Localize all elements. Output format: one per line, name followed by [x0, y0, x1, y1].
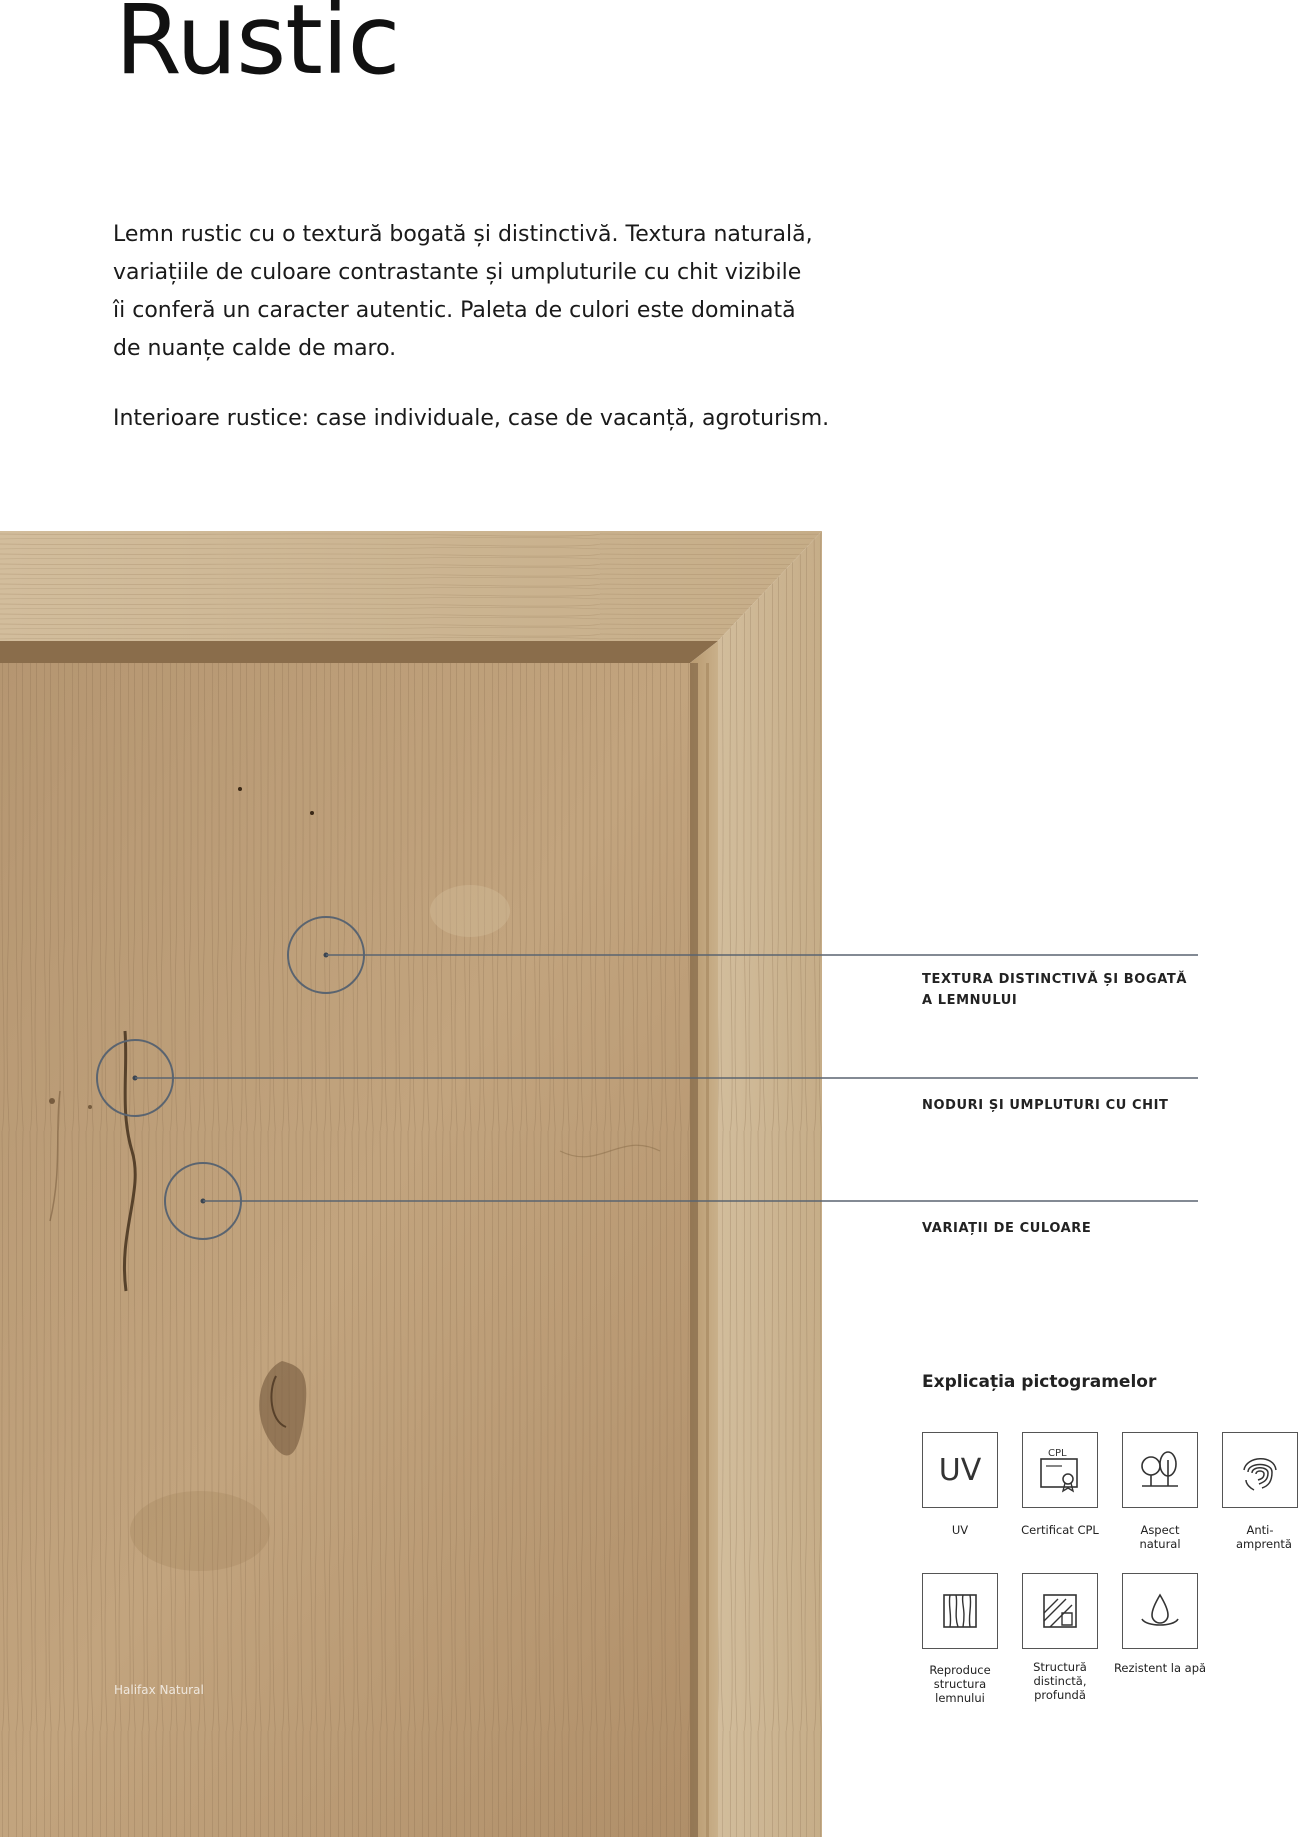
- trees-icon: [1132, 1442, 1188, 1498]
- page-title: Rustic: [115, 0, 400, 96]
- cpl-certificate-icon: [1032, 1442, 1088, 1498]
- anti-fingerprint-caption: Anti-amprentă: [1236, 1523, 1292, 1551]
- natural-pictogram: [1122, 1432, 1198, 1508]
- water-resistant-pictogram: [1122, 1573, 1198, 1649]
- wood-structure-caption: Reproduce structura lemnului: [929, 1663, 991, 1705]
- uv-icon: UV: [938, 1452, 982, 1488]
- wood-grain-icon: [932, 1583, 988, 1639]
- water-resistant-caption: Rezistent la apă: [1113, 1661, 1207, 1675]
- uv-caption: UV: [951, 1523, 969, 1537]
- fingerprint-icon: [1232, 1442, 1288, 1498]
- pictograms-heading: Explicația pictogramelor: [922, 1372, 1157, 1392]
- finish-name: Halifax Natural: [114, 1683, 204, 1697]
- door-frame-photo: [0, 531, 822, 1837]
- callout-texture-label: TEXTURA DISTINCTIVĂ ȘI BOGATĂ A LEMNULUI: [922, 972, 1187, 1008]
- deep-structure-caption: Structură distinctă, profundă: [1033, 1660, 1087, 1702]
- cpl-caption: Certificat CPL: [1021, 1523, 1099, 1537]
- anti-fingerprint-pictogram: [1222, 1432, 1298, 1508]
- wood-structure-pictogram: [922, 1573, 998, 1649]
- intro-paragraph: Lemn rustic cu o textură bogată și distinctivă. Textura naturală, variațiile de culoare contrastante și umpluturile cu chit vizibile îi conferă un caracter autentic. Paleta de culori este dominată de nuanțe calde de maro.: [113, 222, 813, 361]
- deep-structure-icon: [1032, 1583, 1088, 1639]
- water-drop-icon: [1132, 1583, 1188, 1639]
- callout-knots-label: NODURI ȘI UMPLUTURI CU CHIT: [922, 1098, 1169, 1113]
- wood-door-illustration: [0, 531, 822, 1837]
- usage-paragraph: Interioare rustice: case individuale, case de vacanță, agroturism.: [113, 406, 830, 431]
- uv-pictogram: [922, 1432, 998, 1508]
- svg-text:CPL: CPL: [1048, 1448, 1067, 1459]
- natural-caption: Aspect natural: [1139, 1523, 1181, 1551]
- deep-structure-pictogram: [1022, 1573, 1098, 1649]
- cpl-pictogram: [1022, 1432, 1098, 1508]
- callout-color-label: VARIAȚII DE CULOARE: [922, 1221, 1092, 1236]
